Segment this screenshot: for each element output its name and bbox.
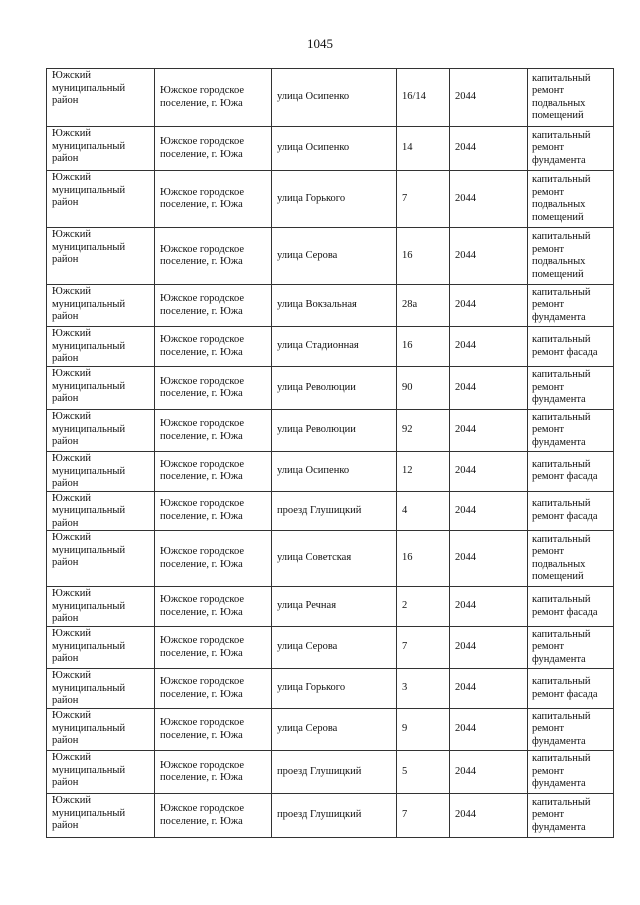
year-cell: 2044: [450, 228, 528, 285]
street-cell: улица Горького: [272, 171, 397, 228]
district-cell: Южский муниципальный район: [47, 127, 155, 171]
table-row: [47, 410, 614, 452]
work-type-cell: капитальный ремонт фундамента: [528, 751, 614, 794]
house-number-cell: 9: [397, 709, 450, 751]
work-type-cell: капитальный ремонт фасада: [528, 587, 614, 627]
settlement-cell: Южское городское поселение, г. Южа: [155, 285, 272, 327]
street-cell: улица Серова: [272, 627, 397, 669]
work-type-cell: капитальный ремонт фасада: [528, 491, 614, 531]
table-row: [47, 587, 614, 627]
year-cell: 2044: [450, 751, 528, 794]
street-cell: улица Осипенко: [272, 452, 397, 492]
year-cell: 2044: [450, 367, 528, 410]
table-row: [47, 69, 614, 127]
district-cell: Южский муниципальный район: [47, 627, 155, 669]
work-type-cell: капитальный ремонт фасада: [528, 327, 614, 367]
street-cell: улица Советская: [272, 531, 397, 587]
district-cell: Южский муниципальный район: [47, 669, 155, 709]
table-row: [47, 751, 614, 794]
table-row: [47, 285, 614, 327]
work-type-cell: капитальный ремонт фасада: [528, 669, 614, 709]
table-row: [47, 709, 614, 751]
house-number-cell: 16: [397, 327, 450, 367]
settlement-cell: Южское городское поселение, г. Южа: [155, 587, 272, 627]
settlement-cell: Южское городское поселение, г. Южа: [155, 794, 272, 838]
district-cell: Южский муниципальный район: [47, 794, 155, 838]
settlement-cell: Южское городское поселение, г. Южа: [155, 491, 272, 531]
work-type-cell: капитальный ремонт подвальных помещений: [528, 531, 614, 587]
table-row: [47, 452, 614, 492]
table-row: [47, 327, 614, 367]
table-row: [47, 228, 614, 285]
year-cell: 2044: [450, 410, 528, 452]
house-number-cell: 16: [397, 531, 450, 587]
year-cell: 2044: [450, 491, 528, 531]
district-cell: Южский муниципальный район: [47, 531, 155, 587]
work-type-cell: капитальный ремонт подвальных помещений: [528, 228, 614, 285]
settlement-cell: Южское городское поселение, г. Южа: [155, 531, 272, 587]
year-cell: 2044: [450, 127, 528, 171]
house-number-cell: 3: [397, 669, 450, 709]
district-cell: Южский муниципальный район: [47, 171, 155, 228]
street-cell: улица Революции: [272, 367, 397, 410]
settlement-cell: Южское городское поселение, г. Южа: [155, 69, 272, 127]
house-number-cell: 16/14: [397, 69, 450, 127]
street-cell: улица Осипенко: [272, 69, 397, 127]
work-type-cell: капитальный ремонт фундамента: [528, 709, 614, 751]
settlement-cell: Южское городское поселение, г. Южа: [155, 327, 272, 367]
house-number-cell: 7: [397, 627, 450, 669]
year-cell: 2044: [450, 627, 528, 669]
register-table: [46, 68, 614, 838]
street-cell: проезд Глушицкий: [272, 794, 397, 838]
house-number-cell: 5: [397, 751, 450, 794]
house-number-cell: 12: [397, 452, 450, 492]
street-cell: улица Революции: [272, 410, 397, 452]
district-cell: Южский муниципальный район: [47, 751, 155, 794]
table-row: [47, 127, 614, 171]
table-row: [47, 531, 614, 587]
settlement-cell: Южское городское поселение, г. Южа: [155, 452, 272, 492]
settlement-cell: Южское городское поселение, г. Южа: [155, 228, 272, 285]
table-row: [47, 491, 614, 531]
work-type-cell: капитальный ремонт подвальных помещений: [528, 69, 614, 127]
street-cell: проезд Глушицкий: [272, 751, 397, 794]
work-type-cell: капитальный ремонт подвальных помещений: [528, 171, 614, 228]
page-number: 1045: [307, 36, 333, 51]
district-cell: Южский муниципальный район: [47, 410, 155, 452]
work-type-cell: капитальный ремонт фундамента: [528, 794, 614, 838]
work-type-cell: капитальный ремонт фундамента: [528, 285, 614, 327]
district-cell: Южский муниципальный район: [47, 587, 155, 627]
settlement-cell: Южское городское поселение, г. Южа: [155, 709, 272, 751]
year-cell: 2044: [450, 69, 528, 127]
year-cell: 2044: [450, 794, 528, 838]
street-cell: улица Серова: [272, 709, 397, 751]
year-cell: 2044: [450, 327, 528, 367]
settlement-cell: Южское городское поселение, г. Южа: [155, 627, 272, 669]
settlement-cell: Южское городское поселение, г. Южа: [155, 410, 272, 452]
house-number-cell: 90: [397, 367, 450, 410]
year-cell: 2044: [450, 669, 528, 709]
settlement-cell: Южское городское поселение, г. Южа: [155, 367, 272, 410]
year-cell: 2044: [450, 452, 528, 492]
district-cell: Южский муниципальный район: [47, 285, 155, 327]
street-cell: улица Осипенко: [272, 127, 397, 171]
work-type-cell: капитальный ремонт фундамента: [528, 410, 614, 452]
year-cell: 2044: [450, 531, 528, 587]
house-number-cell: 28а: [397, 285, 450, 327]
house-number-cell: 92: [397, 410, 450, 452]
register-table-body: [47, 69, 614, 838]
house-number-cell: 4: [397, 491, 450, 531]
house-number-cell: 2: [397, 587, 450, 627]
district-cell: Южский муниципальный район: [47, 452, 155, 492]
table-row: [47, 627, 614, 669]
street-cell: улица Горького: [272, 669, 397, 709]
work-type-cell: капитальный ремонт фундамента: [528, 367, 614, 410]
settlement-cell: Южское городское поселение, г. Южа: [155, 669, 272, 709]
year-cell: 2044: [450, 587, 528, 627]
street-cell: улица Вокзальная: [272, 285, 397, 327]
work-type-cell: капитальный ремонт фасада: [528, 452, 614, 492]
house-number-cell: 14: [397, 127, 450, 171]
house-number-cell: 7: [397, 171, 450, 228]
work-type-cell: капитальный ремонт фундамента: [528, 627, 614, 669]
district-cell: Южский муниципальный район: [47, 367, 155, 410]
settlement-cell: Южское городское поселение, г. Южа: [155, 751, 272, 794]
district-cell: Южский муниципальный район: [47, 228, 155, 285]
street-cell: улица Стадионная: [272, 327, 397, 367]
year-cell: 2044: [450, 285, 528, 327]
house-number-cell: 16: [397, 228, 450, 285]
house-number-cell: 7: [397, 794, 450, 838]
street-cell: улица Речная: [272, 587, 397, 627]
year-cell: 2044: [450, 171, 528, 228]
settlement-cell: Южское городское поселение, г. Южа: [155, 171, 272, 228]
district-cell: Южский муниципальный район: [47, 327, 155, 367]
district-cell: Южский муниципальный район: [47, 709, 155, 751]
district-cell: Южский муниципальный район: [47, 69, 155, 127]
street-cell: улица Серова: [272, 228, 397, 285]
year-cell: 2044: [450, 709, 528, 751]
district-cell: Южский муниципальный район: [47, 491, 155, 531]
settlement-cell: Южское городское поселение, г. Южа: [155, 127, 272, 171]
work-type-cell: капитальный ремонт фундамента: [528, 127, 614, 171]
table-row: [47, 669, 614, 709]
table-row: [47, 794, 614, 838]
street-cell: проезд Глушицкий: [272, 491, 397, 531]
table-row: [47, 171, 614, 228]
table-row: [47, 367, 614, 410]
